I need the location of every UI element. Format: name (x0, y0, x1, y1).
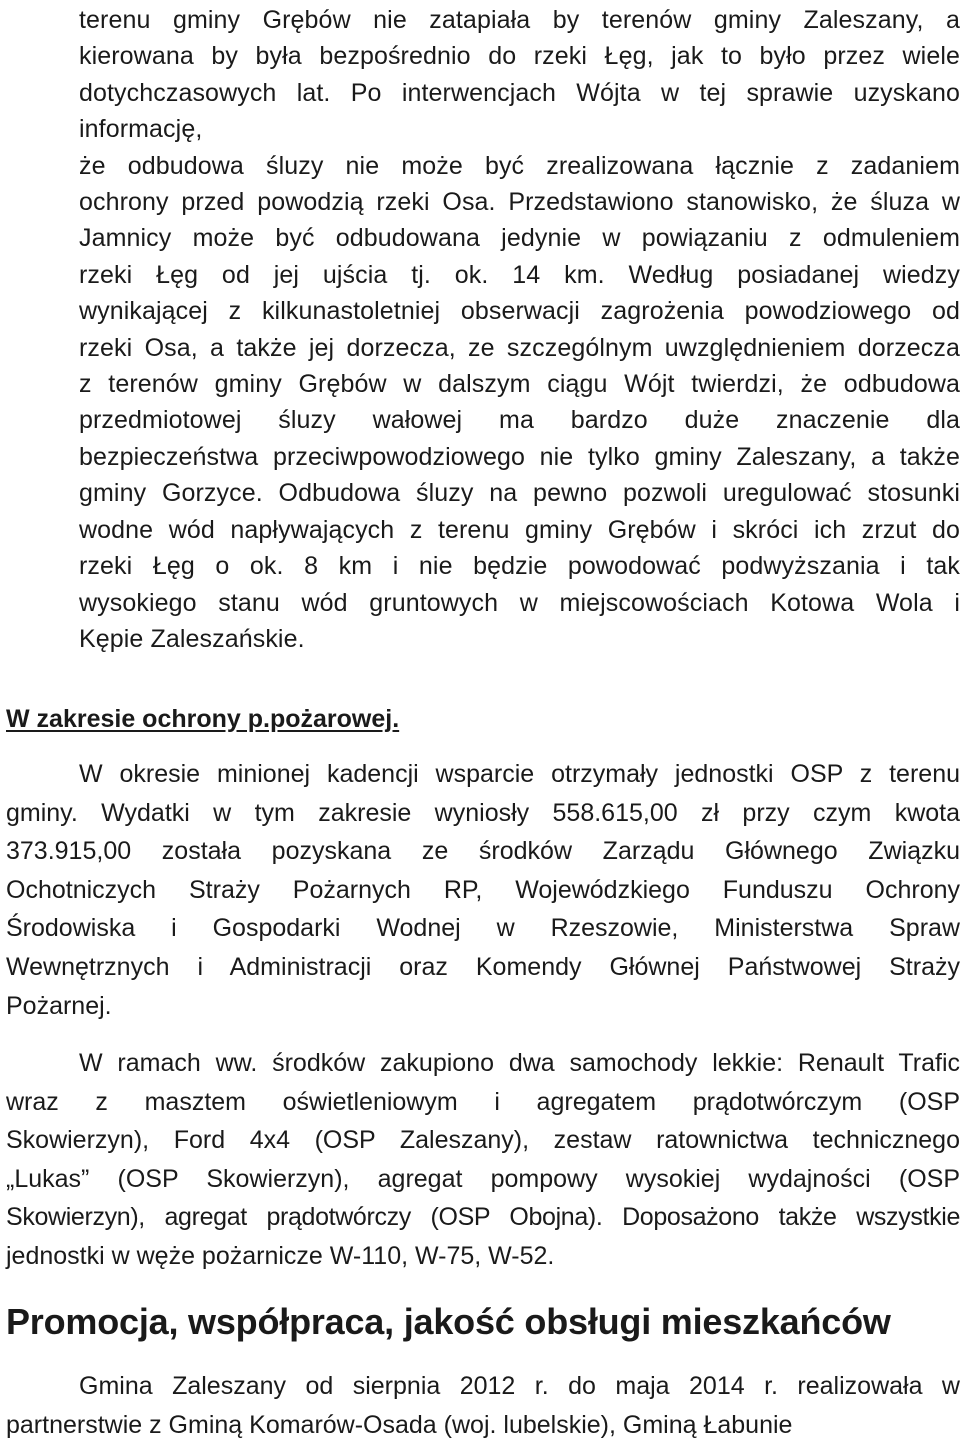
paragraph-osp-purchases (6, 1044, 960, 1276)
text-line: Kępie Zaleszańskie. (79, 624, 305, 653)
text-line: dotychczasowych lat. Po interwencjach Wójta w tej sprawie uzyskano (79, 78, 960, 107)
text-line: 373.915,00 została pozyskana ze środków Zarządu Głównego Związku (6, 837, 960, 866)
text-line: Pożarnej. (6, 991, 112, 1020)
text-line: partnerstwie z Gminą Komarów-Osada (woj. lubelskie), Gminą Łabunie (6, 1410, 793, 1439)
section-heading-fire-protection: W zakresie ochrony p.pożarowej. (6, 705, 400, 733)
text-line: gminy. Wydatki w tym zakresie wyniosły 558.615,00 zł przy czym kwota (6, 798, 960, 827)
text-line: rzeki Łęg o ok. 8 km i nie będzie powodować podwyższania i tak (79, 552, 960, 581)
text-line: wysokiego stanu wód gruntowych w miejscowościach Kotowa Wola i (79, 588, 960, 617)
text-line: Gmina Zaleszany od sierpnia 2012 r. do maja 2014 r. realizowała w (79, 1372, 960, 1400)
text-line: Skowierzyn), agregat prądotwórczy (OSP Obojna). Doposażono także wszystkie (6, 1203, 960, 1232)
text-line: wraz z masztem oświetleniowym i agregatem prądotwórczym (OSP (6, 1087, 960, 1116)
text-line: jednostki w węże pożarnicze W-110, W-75, W-52. (6, 1241, 555, 1270)
text-line: Środowiska i Gospodarki Wodnej w Rzeszowie, Ministerstwa Spraw (6, 914, 960, 943)
text-line: przedmiotowej śluzy wałowej ma bardzo duże znaczenie dla (79, 406, 960, 435)
text-line: ochrony przed powodzią rzeki Osa. Przedstawiono stanowisko, że śluza w (79, 188, 960, 217)
text-line: że odbudowa śluzy nie może być zrealizowana łącznie z zadaniem (79, 151, 960, 180)
text-line: gminy Gorzyce. Odbudowa śluzy na pewno pozwoli uregulować stosunki (79, 479, 960, 508)
text-line: bezpieczeństwa przeciwpowodziowego nie tylko gminy Zaleszany, a także (79, 442, 960, 471)
text-line: rzeki Łęg od jej ujścia tj. ok. 14 km. Według posiadanej wiedzy (79, 260, 960, 289)
text-line: wodne wód napływających z terenu gminy Grębów i skróci ich zrzut do (79, 515, 960, 544)
paragraph-osp-funding (6, 755, 960, 1025)
text-line: terenu gminy Grębów nie zatapiała by terenów gminy Zaleszany, a (79, 6, 960, 34)
text-line: wynikającej z kilkunastoletniej obserwacji zagrożenia powodziowego od (79, 297, 960, 326)
text-line: rzeki Osa, a także jej dorzecza, ze szczególnym uwzględnieniem dorzecza (79, 333, 960, 362)
text-line: W ramach ww. środków zakupiono dwa samochody lekkie: Renault Trafic (79, 1049, 960, 1077)
text-line: z terenów gminy Grębów w dalszym ciągu Wójt twierdzi, że odbudowa (79, 370, 960, 399)
text-line: kierowana by była bezpośrednio do rzeki Łęg, jak to było przez wiele (79, 42, 960, 71)
text-line: Wewnętrznych i Administracji oraz Komendy Głównej Państwowej Straży (6, 952, 960, 981)
paragraph-sluza (79, 2, 960, 657)
text-line: „Lukas” (OSP Skowierzyn), agregat pompowy wysokiej wydajności (OSP (6, 1164, 960, 1193)
text-line: Ochotniczych Straży Pożarnych RP, Wojewódzkiego Funduszu Ochrony (6, 875, 960, 904)
section-heading-promotion: Promocja, współpraca, jakość obsługi mieszkańców (6, 1301, 891, 1342)
text-line: Jamnicy może być odbudowana jedynie w powiązaniu z odmuleniem (79, 224, 960, 253)
text-line: informację, (79, 115, 203, 144)
paragraph-partnership (6, 1367, 960, 1444)
text-line: Skowierzyn), Ford 4x4 (OSP Zaleszany), zestaw ratownictwa technicznego (6, 1126, 960, 1155)
text-line: W okresie minionej kadencji wsparcie otrzymały jednostki OSP z terenu (79, 760, 960, 788)
